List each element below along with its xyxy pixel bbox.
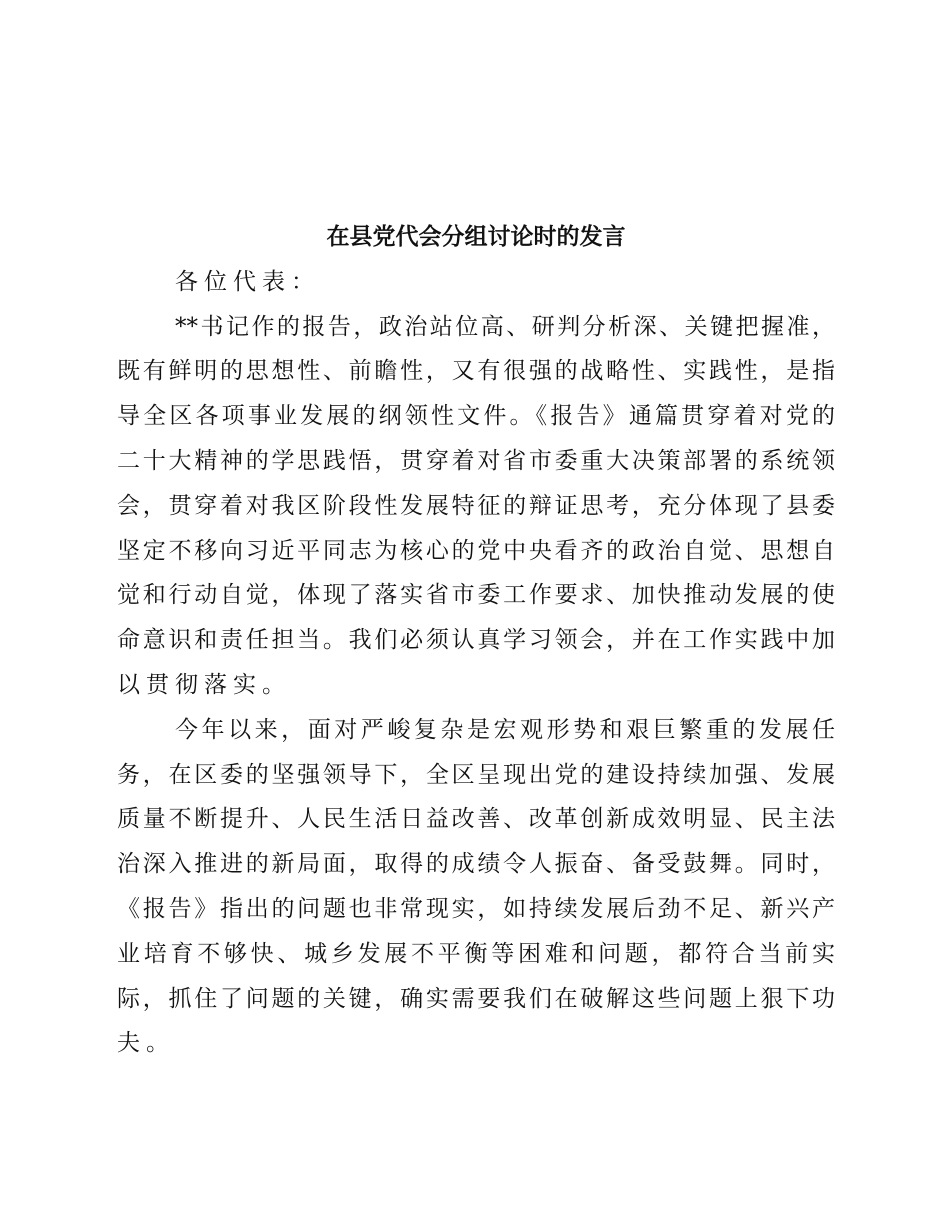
document-page [117, 215, 835, 1066]
paragraph-line: 导全区各项事业发展的纲领性文件。《报告》通篇贯穿着对党的 [117, 403, 835, 430]
paragraph-line: 治深入推进的新局面，取得的成绩令人振奋、备受鼓舞。同时， [117, 851, 835, 878]
paragraph-line: 《报告》指出的问题也非常现实，如持续发展后劲不足、新兴产 [117, 895, 835, 922]
paragraph-line: 以贯彻落实。 [117, 671, 291, 698]
document-title: 在县党代会分组讨论时的发言 [326, 223, 626, 250]
paragraph-line: 今年以来，面对严峻复杂是宏观形势和艰巨繁重的发展任 [175, 716, 835, 743]
paragraph-line: 既有鲜明的思想性、前瞻性，又有很强的战略性、实践性，是指 [117, 358, 835, 385]
paragraph-line: 会，贯穿着对我区阶段性发展特征的辩证思考，充分体现了县委 [117, 492, 835, 519]
paragraph-line: 质量不断提升、人民生活日益改善、改革创新成效明显、民主法 [117, 806, 835, 833]
paragraph-line: 二十大精神的学思践悟，贯穿着对省市委重大决策部署的系统领 [117, 447, 835, 474]
paragraph-line: 坚定不移向习近平同志为核心的党中央看齐的政治自觉、思想自 [117, 537, 835, 564]
paragraph-line: 际，抓住了问题的关键，确实需要我们在破解这些问题上狠下功 [117, 985, 835, 1012]
paragraph [117, 708, 835, 1066]
paragraph-line: **书记作的报告，政治站位高、研判分析深、关键把握准， [175, 313, 835, 340]
salutation: 各位代表： [175, 268, 320, 295]
paragraph-line: 业培育不够快、城乡发展不平衡等困难和问题，都符合当前实 [117, 940, 835, 967]
paragraph [117, 305, 835, 708]
paragraph-line: 务，在区委的坚强领导下，全区呈现出党的建设持续加强、发展 [117, 761, 835, 788]
document-body [117, 305, 835, 1067]
paragraph-line: 夫。 [117, 1030, 175, 1057]
paragraph-line: 觉和行动自觉，体现了落实省市委工作要求、加快推动发展的使 [117, 582, 835, 609]
paragraph-line: 命意识和责任担当。我们必须认真学习领会，并在工作实践中加 [117, 627, 835, 654]
